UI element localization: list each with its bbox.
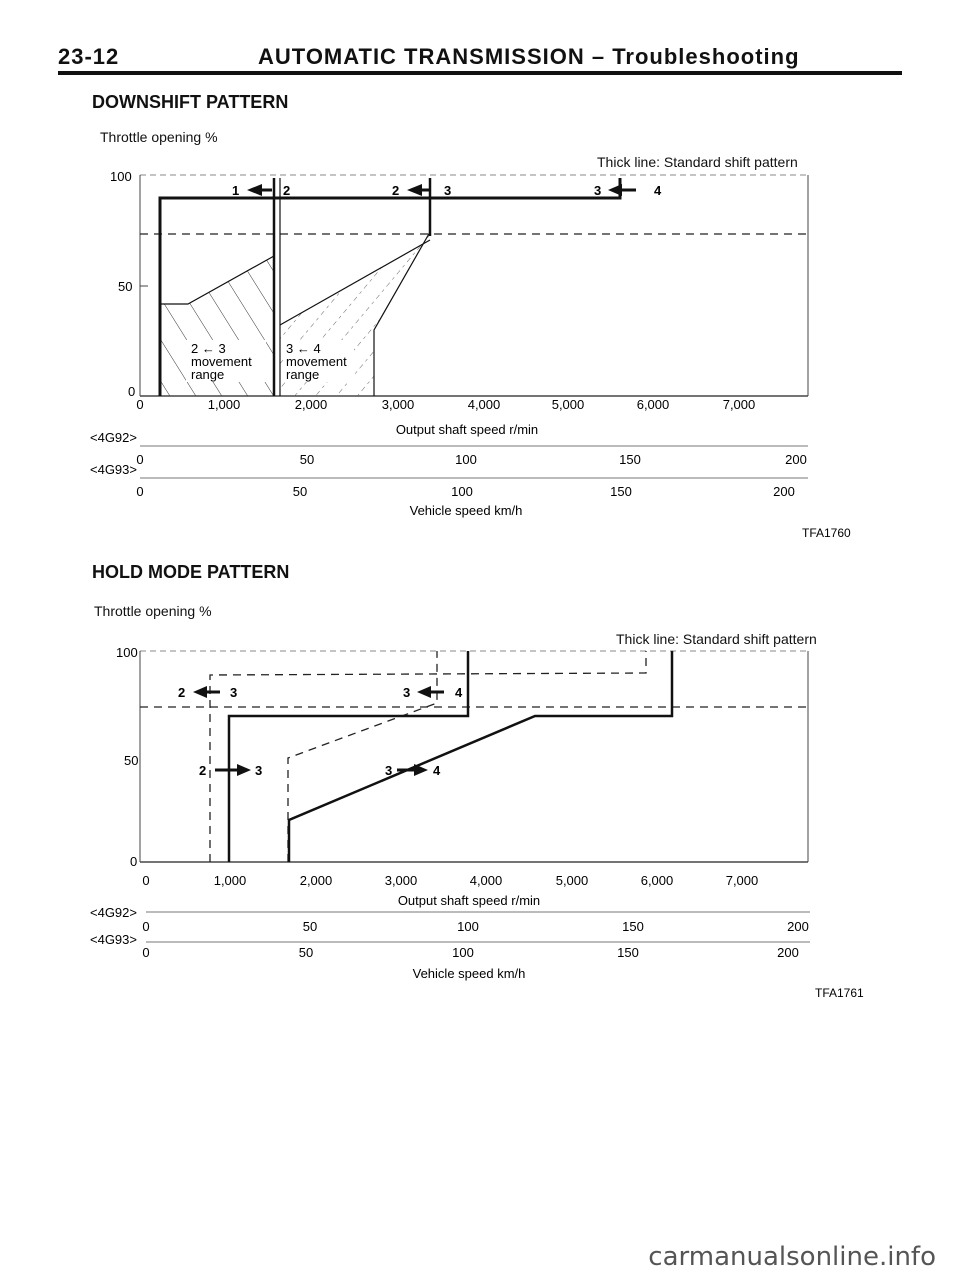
- svg-text:1: 1: [232, 183, 240, 198]
- downshift-figure-code: TFA1760: [802, 526, 851, 540]
- svg-text:5,000: 5,000: [555, 873, 589, 888]
- svg-text:1,000: 1,000: [213, 873, 247, 888]
- svg-text:<4G93>: <4G93>: [90, 462, 137, 477]
- svg-text:0: 0: [136, 397, 144, 412]
- svg-text:0: 0: [142, 873, 150, 888]
- downshift-y-axis-label: Throttle opening %: [100, 129, 218, 145]
- hold-vehicle-speed-label: Vehicle speed km/h: [412, 966, 526, 981]
- hold-y-tick-50: 50: [124, 753, 139, 768]
- svg-text:3: 3: [403, 685, 411, 700]
- svg-text:0: 0: [142, 919, 150, 934]
- downshift-2-3-range-label: [186, 340, 266, 382]
- hold-figure-code: TFA1761: [815, 986, 864, 1000]
- svg-text:3,000: 3,000: [381, 397, 415, 412]
- hold-plot-frame: [140, 651, 808, 862]
- hold-4g92-axis: [90, 905, 810, 934]
- svg-text:range: range: [191, 367, 225, 382]
- svg-text:7,000: 7,000: [722, 397, 756, 412]
- hold-x-ticks: [142, 873, 758, 888]
- downshift-vehicle-speed-label: Vehicle speed km/h: [409, 503, 523, 518]
- svg-text:2 ← 3: 2 ← 3: [191, 341, 226, 356]
- downshift-y-tick-50: 50: [118, 279, 133, 294]
- svg-text:200: 200: [773, 484, 795, 499]
- svg-text:3: 3: [230, 685, 238, 700]
- svg-text:100: 100: [451, 484, 473, 499]
- svg-text:200: 200: [787, 919, 809, 934]
- svg-text:2,000: 2,000: [294, 397, 328, 412]
- svg-text:3: 3: [444, 183, 452, 198]
- page-number: 23-12: [58, 44, 120, 69]
- svg-text:3: 3: [594, 183, 602, 198]
- svg-text:2,000: 2,000: [299, 873, 333, 888]
- svg-text:<4G93>: <4G93>: [90, 932, 137, 947]
- hold-dashed-lines: [140, 651, 808, 862]
- watermark: carmanualsonline.info: [648, 1242, 936, 1272]
- hold-2-3-upper-arrow: [178, 685, 237, 700]
- svg-text:4: 4: [455, 685, 463, 700]
- svg-text:3 ← 4: 3 ← 4: [286, 341, 321, 356]
- svg-text:movement: movement: [191, 354, 252, 369]
- downshift-1-2-arrow: [232, 183, 290, 198]
- hold-4g93-axis: [90, 932, 810, 960]
- svg-text:6,000: 6,000: [636, 397, 670, 412]
- svg-text:150: 150: [617, 945, 639, 960]
- svg-text:<4G92>: <4G92>: [90, 430, 137, 445]
- downshift-x-ticks: [136, 397, 755, 412]
- svg-text:150: 150: [622, 919, 644, 934]
- svg-text:6,000: 6,000: [640, 873, 674, 888]
- svg-text:0: 0: [136, 484, 144, 499]
- downshift-y-tick-0: 0: [128, 384, 136, 399]
- hold-section-title: HOLD MODE PATTERN: [92, 562, 290, 582]
- svg-text:3,000: 3,000: [384, 873, 418, 888]
- downshift-2-3-arrow: [392, 183, 451, 198]
- svg-text:200: 200: [777, 945, 799, 960]
- svg-text:4,000: 4,000: [467, 397, 501, 412]
- svg-text:<4G92>: <4G92>: [90, 905, 137, 920]
- downshift-3-4-arrow: [594, 183, 662, 198]
- downshift-y-tick-100: 100: [110, 169, 132, 184]
- page-title: AUTOMATIC TRANSMISSION – Troubleshooting: [258, 44, 800, 69]
- svg-text:150: 150: [610, 484, 632, 499]
- hold-3-4-upper-arrow: [403, 685, 463, 700]
- svg-text:100: 100: [452, 945, 474, 960]
- svg-text:range: range: [286, 367, 320, 382]
- hold-y-tick-0: 0: [130, 854, 138, 869]
- hold-standard-thick-lines: [229, 651, 672, 862]
- svg-text:2: 2: [392, 183, 400, 198]
- svg-text:1,000: 1,000: [207, 397, 241, 412]
- downshift-4g93-axis: [90, 462, 808, 499]
- svg-text:200: 200: [785, 452, 807, 467]
- hold-x-axis-label: Output shaft speed r/min: [397, 893, 541, 908]
- svg-text:3: 3: [255, 763, 263, 778]
- svg-text:0: 0: [136, 452, 144, 467]
- downshift-3-4-range-label: [284, 340, 354, 382]
- svg-text:100: 100: [455, 452, 477, 467]
- svg-text:4,000: 4,000: [469, 873, 503, 888]
- hold-legend-note: Thick line: Standard shift pattern: [616, 631, 817, 647]
- downshift-legend-note: Thick line: Standard shift pattern: [597, 154, 798, 170]
- svg-text:5,000: 5,000: [551, 397, 585, 412]
- hold-y-axis-label: Throttle opening %: [94, 603, 212, 619]
- svg-text:100: 100: [457, 919, 479, 934]
- svg-text:3: 3: [385, 763, 393, 778]
- svg-text:0: 0: [142, 945, 150, 960]
- svg-text:4: 4: [654, 183, 662, 198]
- downshift-section-title: DOWNSHIFT PATTERN: [92, 92, 289, 112]
- svg-text:movement: movement: [286, 354, 347, 369]
- svg-text:2: 2: [178, 685, 186, 700]
- svg-text:50: 50: [299, 452, 315, 467]
- svg-text:50: 50: [302, 919, 318, 934]
- hold-y-tick-100: 100: [116, 645, 138, 660]
- svg-text:2: 2: [283, 183, 291, 198]
- page-footer: [0, 1234, 960, 1288]
- hold-2-3-lower-arrow: [199, 763, 262, 778]
- svg-text:2: 2: [199, 763, 207, 778]
- downshift-x-axis-label: Output shaft speed r/min: [395, 422, 539, 437]
- svg-text:150: 150: [619, 452, 641, 467]
- svg-text:7,000: 7,000: [725, 873, 759, 888]
- svg-text:4: 4: [433, 763, 441, 778]
- svg-text:50: 50: [292, 484, 308, 499]
- svg-text:50: 50: [298, 945, 314, 960]
